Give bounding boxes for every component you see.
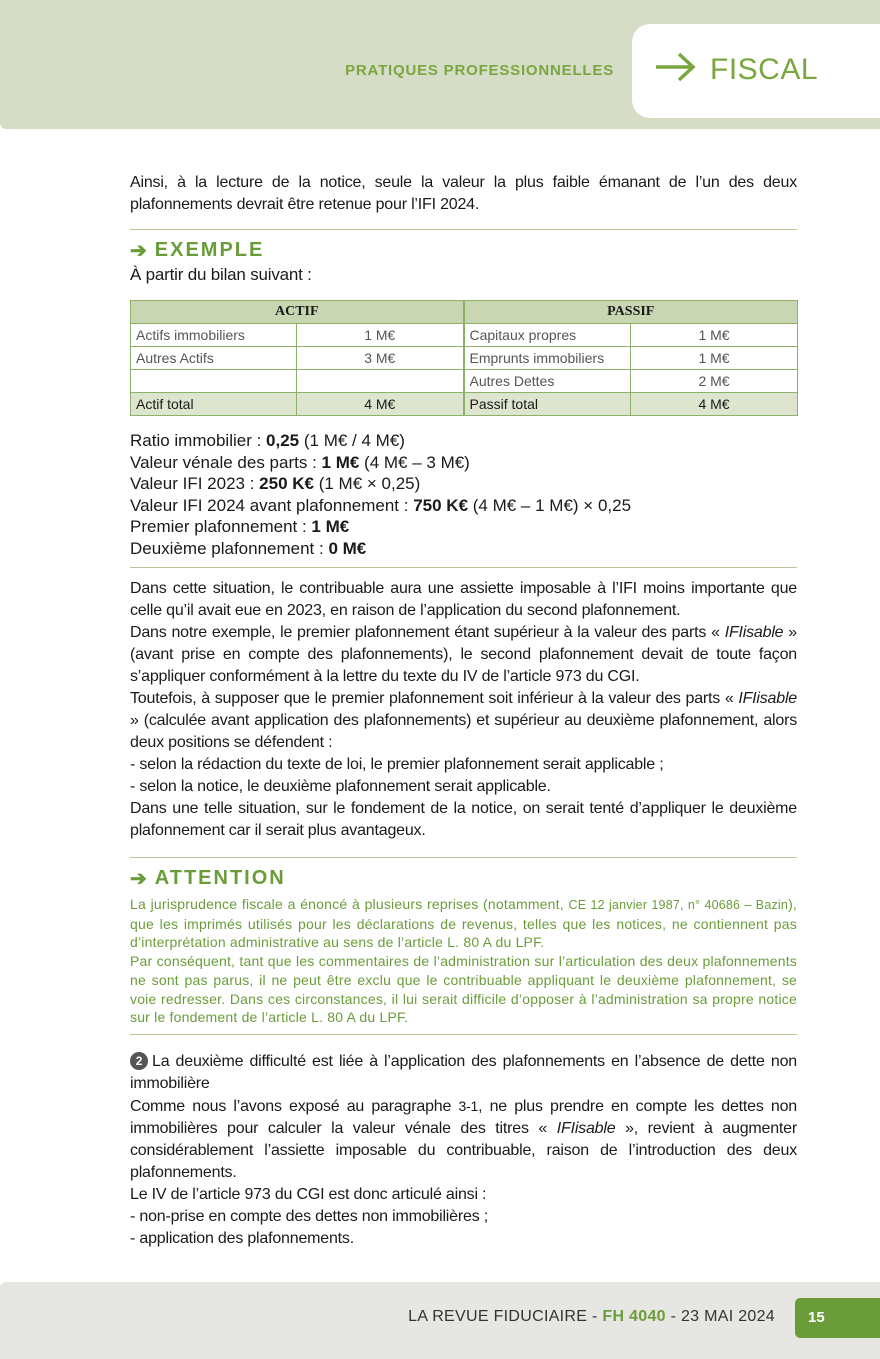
table-cell: 1 M€	[297, 324, 464, 347]
calc-line: Valeur vénale des parts : 1 M€ (4 M€ – 3 M€)	[130, 452, 470, 472]
table-cell: Autres Actifs	[131, 347, 297, 370]
calc-line: Valeur IFI 2023 : 250 K€ (1 M€ × 0,25)	[130, 474, 421, 493]
point-paragraph: Le IV de l’article 973 du CGI est donc articulé ainsi :	[130, 1185, 487, 1203]
table-header-actif: ACTIF	[131, 301, 464, 324]
arrow-right-icon: ➔	[130, 240, 147, 262]
calc-line: Ratio immobilier : 0,25 (1 M€ / 4 M€)	[130, 431, 405, 450]
point-heading: 2 La deuxième difficulté est liée à l’application des plafonnements en l’absence de dette non immobilière	[130, 1052, 797, 1092]
table-cell: 4 M€	[631, 393, 798, 416]
table-cell: Actif total	[131, 393, 297, 416]
table-cell: 2 M€	[631, 370, 798, 393]
calc-line: Deuxième plafonnement : 0 M€	[130, 538, 367, 558]
table-cell: Capitaux propres	[464, 324, 631, 347]
list-item: - selon la notice, le deuxième plafonnement serait applicable.	[130, 778, 551, 795]
category-tab	[632, 24, 880, 118]
attention-title: ATTENTION	[154, 867, 286, 889]
analysis-paragraph: Dans notre exemple, le premier plafonnement étant supérieur à la valeur des parts « IFIisable » (avant prise en compte des plafonnements), le second plafonnement devait de toute façon s’appliquer conformément à la lettre du texte du IV de l’article 973 du CGI.	[130, 624, 797, 685]
category-title: FISCAL	[710, 53, 819, 86]
analysis-paragraph: Dans cette situation, le contribuable aura une assiette imposable à l’IFI moins importante que celle qu’il avait eue en 2023, en raison de l’application du second plafonnement.	[130, 580, 797, 619]
table-cell: 3 M€	[297, 347, 464, 370]
analysis-block	[130, 578, 797, 842]
table-header-passif: PASSIF	[464, 301, 798, 324]
divider	[130, 857, 797, 858]
table-cell: Passif total	[464, 393, 631, 416]
divider	[130, 229, 797, 230]
point-paragraph: Comme nous l’avons exposé au paragraphe 3-1, ne plus prendre en compte les dettes non immobilières pour calculer la valeur vénale des titres « IFIisable », revient à augmenter considérablement l’assiette imposable du contribuable, raison de l’introduction des deux plafonnements.	[130, 1097, 798, 1181]
table-row	[131, 324, 798, 347]
table-cell: 1 M€	[631, 347, 798, 370]
number-badge: 2	[130, 1052, 148, 1070]
table-cell: Emprunts immobiliers	[464, 347, 631, 370]
arrow-right-icon	[654, 52, 696, 82]
table-row	[131, 370, 798, 393]
list-item: - selon la rédaction du texte de loi, le premier plafonnement serait applicable ;	[130, 756, 664, 773]
table-cell: Autres Dettes	[464, 370, 631, 393]
intro-paragraph: Ainsi, à la lecture de la notice, seule la valeur la plus faible émanant de l’un des deux plafonnements devrait être retenue pour l’IFI 2024.	[130, 174, 797, 213]
table-cell: 1 M€	[631, 324, 798, 347]
table-cell	[131, 370, 297, 393]
calc-line: Premier plafonnement : 1 M€	[130, 517, 350, 536]
exemple-subtitle: À partir du bilan suivant :	[130, 265, 312, 284]
analysis-paragraph: Toutefois, à supposer que le premier plafonnement soit inférieur à la valeur des parts « IFIisable » (calculée avant application des plafonnements) et supérieur au deuxième plafonnement, alors deux positions se défendent :	[130, 690, 797, 751]
calculation-list	[130, 430, 797, 559]
table-cell: 4 M€	[297, 393, 464, 416]
section-label: PRATIQUES PROFESSIONNELLES	[345, 62, 614, 79]
table-total-row	[131, 393, 798, 416]
list-item: - non-prise en compte des dettes non immobilières ;	[130, 1207, 488, 1225]
divider	[130, 1034, 797, 1035]
arrow-right-icon: ➔	[130, 868, 147, 890]
table-row	[131, 347, 798, 370]
page-number: 15	[795, 1298, 880, 1338]
attention-block	[130, 895, 797, 1027]
attention-paragraph: Par conséquent, tant que les commentaires de l’administration sur l’articulation des deux plafonnements ne sont pas parus, il ne peut être exclu que le contribuable appliquant le deuxième plafonnement, se voie redresser. Dans ces circonstances, il lui serait difficile d’opposer à l’administration sa propre notice sur le fondement de l’article L. 80 A du LPF.	[130, 953, 797, 1026]
publication-line: LA REVUE FIDUCIAIRE - FH 4040 - 23 MAI 2024	[408, 1308, 775, 1325]
attention-heading	[130, 866, 797, 891]
exemple-title: EXEMPLE	[154, 239, 265, 261]
article-body	[130, 172, 797, 1250]
exemple-heading	[130, 238, 797, 263]
table-cell	[297, 370, 464, 393]
attention-paragraph: La jurisprudence fiscale a énoncé à plusieurs reprises (notamment, CE 12 janvier 1987, n° 40686 – Bazin), que les imprimés utilisés pour les déclarations de revenus, telles que les notices, ne contiennent pas d’interprétation administrative au sens de l’article L. 80 A du LPF.	[130, 896, 798, 951]
list-item: - application des plafonnements.	[130, 1229, 354, 1247]
point-2-block	[130, 1051, 797, 1250]
divider	[130, 567, 797, 568]
calc-line: Valeur IFI 2024 avant plafonnement : 750 K€ (4 M€ – 1 M€) × 0,25	[130, 495, 632, 515]
analysis-paragraph: Dans une telle situation, sur le fondement de la notice, on serait tenté d’appliquer le deuxième plafonnement car il serait plus avantageux.	[130, 800, 797, 839]
balance-sheet-table	[130, 300, 798, 416]
table-cell: Actifs immobiliers	[131, 324, 297, 347]
table-header-row	[131, 301, 798, 324]
